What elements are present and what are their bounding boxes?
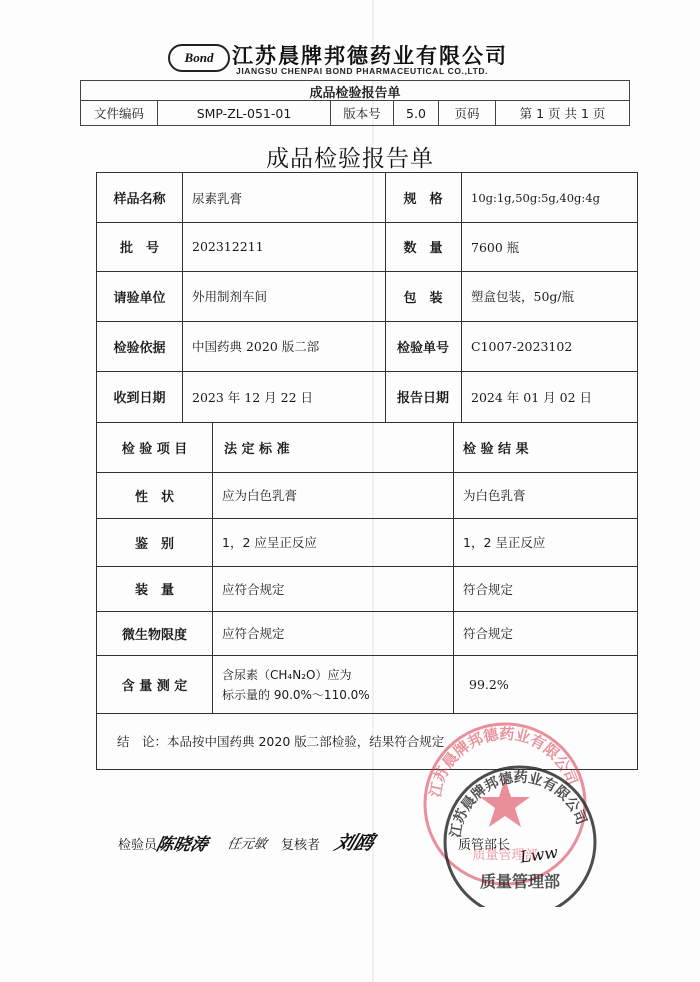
report-table [96, 172, 638, 770]
test-result: 1，2 呈正反应 [463, 535, 546, 550]
basis: 中国药典 2020 版二部 [192, 339, 320, 354]
sample-name-label: 样品名称 [113, 192, 166, 207]
doc-no: SMP-ZL-051-01 [158, 101, 331, 125]
test-item: 微生物限度 [121, 627, 187, 643]
report-title: 成品检验报告单 [266, 146, 434, 172]
red-stamp-text: 江苏晨牌邦德药业有限公司 [426, 724, 582, 799]
red-stamp-sub: 质量管理部 [472, 848, 538, 863]
content-standard-line1: 含尿素（CH₄N₂O）应为 [222, 667, 352, 682]
test-standard [212, 655, 453, 713]
inspector-label: 检验员 [118, 838, 158, 853]
col-header-result: 检 验 结 果 [463, 441, 529, 457]
company-name-cn: 江苏晨牌邦德药业有限公司 [232, 44, 508, 68]
page-value: 第 1 页 共 1 页 [519, 106, 606, 121]
version: 5.0 [394, 101, 439, 125]
test-item: 装 量 [134, 583, 174, 598]
inspector-signature: 陈晓涛 [154, 835, 210, 855]
form-title: 成品检验报告单 [80, 80, 630, 101]
company-name-en: JIANGSU CHENPAI BOND PHARMACEUTICAL CO.,LTD. [236, 66, 489, 76]
content-standard-line2: 标示量的 90.0%～110.0% [222, 687, 370, 702]
reviewer-label: 复核者 [281, 838, 321, 853]
test-standard: 应为白色乳膏 [222, 488, 298, 503]
basis-label: 检验依据 [113, 340, 166, 356]
package: 塑盒包装，50g/瓶 [471, 289, 575, 304]
test-item: 性 状 [134, 489, 174, 505]
received-date-label: 收到日期 [113, 391, 166, 406]
manager-label: 质管部长 [458, 838, 511, 853]
dept-label: 请验单位 [113, 290, 166, 306]
page-label: 页码 [439, 101, 496, 125]
package-label: 包 装 [403, 290, 443, 306]
batch-number: 202312211 [192, 239, 264, 254]
test-result: 为白色乳膏 [463, 488, 526, 503]
manager-signature: Lww [518, 842, 560, 867]
doc-no-label: 文件编码 [81, 101, 158, 125]
test-no: C1007-2023102 [471, 338, 573, 354]
black-stamp-text: 江苏晨牌邦德药业有限公司 [447, 769, 590, 839]
test-item: 含 量 测 定 [121, 678, 188, 694]
inspector-signature-2: 任元敏 [226, 837, 268, 852]
company-logo: Bond [168, 44, 230, 72]
test-result: 符合规定 [463, 626, 514, 641]
black-stamp-sub: 质量管理部 [479, 872, 561, 891]
sample-name: 尿素乳膏 [192, 190, 243, 206]
spec: 10g:1g,50g:5g,40g:4g [471, 190, 600, 205]
test-result: 符合规定 [463, 581, 514, 597]
conclusion: 结 论：本品按中国药典 2020 版二部检验，结果符合规定 [117, 734, 445, 749]
report-date: 2024 年 01 月 02 日 [471, 389, 592, 405]
col-header-standard: 法 定 标 准 [224, 441, 290, 457]
test-standard: 应符合规定 [222, 626, 285, 641]
report-date-label: 报告日期 [396, 391, 449, 406]
col-header-item: 检 验 项 目 [121, 441, 188, 457]
spec-label: 规 格 [403, 192, 443, 207]
document-control-table [80, 100, 630, 126]
quantity: 7600 瓶 [471, 239, 520, 255]
dept: 外用制剂车间 [192, 289, 268, 304]
test-result: 99.2% [469, 676, 509, 692]
received-date: 2023 年 12 月 22 日 [192, 389, 313, 405]
quantity-label: 数 量 [403, 241, 443, 256]
test-standard: 应符合规定 [222, 581, 285, 597]
test-standard: 1，2 应呈正反应 [222, 535, 317, 550]
reviewer-signature: 刘鸥 [331, 832, 378, 854]
version-label: 版本号 [331, 101, 394, 125]
test-no-label: 检验单号 [396, 340, 449, 356]
quality-stamp-icon [415, 717, 605, 907]
test-item: 鉴 别 [134, 536, 174, 552]
batch-label: 批 号 [119, 241, 159, 256]
